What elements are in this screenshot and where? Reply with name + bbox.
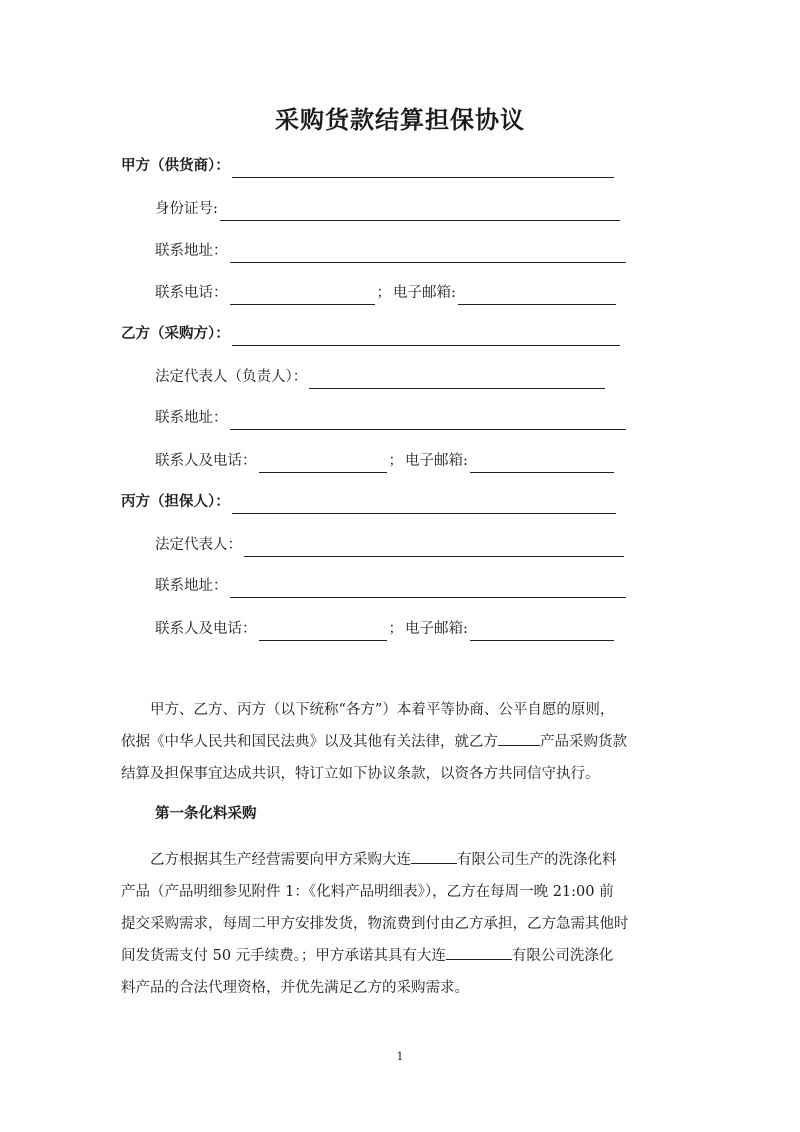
- party-b-label: 乙方（采购方）：: [121, 326, 230, 342]
- party-a-address-field[interactable]: [230, 244, 626, 263]
- party-a-id-field[interactable]: [220, 202, 620, 221]
- party-a-row: [121, 154, 614, 178]
- party-b-rep-field[interactable]: [309, 370, 605, 389]
- party-b-address-label: 联系地址：: [155, 410, 228, 426]
- intro-line-3: 结算及担保事宜达成共识，特订立如下协议条款，以资各方共同信守执行。: [121, 766, 600, 782]
- party-c-contact-field[interactable]: [259, 622, 387, 641]
- party-c-rep-row: [155, 533, 624, 557]
- party-b-rep-row: [155, 365, 605, 389]
- intro-line-1: 甲方、乙方、丙方（以下统称“各方”）本着平等协商、公平自愿的原则，: [121, 702, 615, 718]
- party-b-address-row: [155, 406, 626, 430]
- party-c-contact-row: [155, 617, 614, 641]
- party-a-phone-separator: ；: [376, 285, 391, 301]
- article-1-line-2: 产品（产品明细参见附件 1：《化料产品明细表》），乙方在每周一晚 21:00 前: [121, 884, 614, 900]
- article-1-heading: 第一条化料采购: [155, 806, 257, 822]
- party-a-name-field[interactable]: [232, 159, 614, 178]
- party-b-row: [121, 322, 620, 346]
- party-c-contact-label: 联系人及电话：: [155, 621, 257, 637]
- intro-line-2-start: 依据《中华人民共和国民法典》以及其他有关法律，就乙方: [121, 734, 498, 750]
- party-b-contact-separator: ；: [388, 453, 403, 469]
- party-a-address-label: 联系地址：: [155, 243, 228, 259]
- article-1-line-1-end: 有限公司生产的洗涤化料: [457, 852, 617, 868]
- party-b-rep-label: 法定代表人（负责人）：: [155, 369, 308, 385]
- party-b-contact-row: [155, 449, 614, 473]
- party-b-contact-field[interactable]: [259, 454, 387, 473]
- party-b-name-field[interactable]: [232, 327, 620, 346]
- party-a-email-label: 电子邮箱:: [393, 285, 456, 301]
- party-b-email-field[interactable]: [470, 454, 614, 473]
- party-a-phone-field[interactable]: [230, 286, 375, 305]
- article-1-line-4-start: 间发货需支付 50 元手续费。；甲方承诺其具有大连: [121, 948, 446, 964]
- article-1-agent-company-blank[interactable]: [446, 941, 512, 960]
- article-1-company-blank[interactable]: [411, 845, 457, 864]
- party-a-id-row: [155, 197, 620, 221]
- article-1-line-1: [121, 844, 681, 876]
- article-1-line-4: [121, 940, 681, 972]
- party-c-address-label: 联系地址：: [155, 578, 228, 594]
- article-1-line-3: 提交采购需求，每周二甲方安排发货，物流费到付由乙方承担，乙方急需其他时: [121, 916, 629, 932]
- article-1-paragraph: [121, 844, 681, 1004]
- party-a-id-label: 身份证号:: [155, 201, 218, 217]
- party-a-label: 甲方（供货商）：: [121, 158, 230, 174]
- party-c-name-field[interactable]: [232, 495, 616, 514]
- intro-line-2-end: 产品采购货款: [540, 734, 627, 750]
- party-a-phone-row: [155, 281, 616, 305]
- party-c-email-field[interactable]: [470, 622, 614, 641]
- party-b-email-label: 电子邮箱:: [405, 453, 468, 469]
- party-c-rep-label: 法定代表人：: [155, 537, 242, 553]
- party-a-phone-label: 联系电话：: [155, 285, 228, 301]
- party-c-address-field[interactable]: [230, 579, 626, 598]
- article-1-line-4-end: 有限公司洗涤化: [511, 948, 614, 964]
- page-title: 采购货款结算担保协议: [275, 106, 525, 134]
- party-c-email-label: 电子邮箱:: [405, 621, 468, 637]
- party-c-address-row: [155, 574, 626, 598]
- party-b-contact-label: 联系人及电话：: [155, 453, 257, 469]
- party-a-email-field[interactable]: [458, 286, 616, 305]
- intro-product-blank[interactable]: [498, 727, 540, 746]
- party-b-address-field[interactable]: [230, 411, 626, 430]
- intro-line-2: [121, 726, 681, 758]
- page-number: 1: [396, 1050, 404, 1063]
- article-1-line-5: 料产品的合法代理资格，并优先满足乙方的采购需求。: [121, 980, 469, 996]
- intro-paragraph: [121, 694, 681, 790]
- party-c-row: [121, 490, 616, 514]
- party-c-label: 丙方（担保人）：: [121, 494, 230, 510]
- party-c-contact-separator: ；: [388, 621, 403, 637]
- party-c-rep-field[interactable]: [244, 538, 624, 557]
- article-1-line-1-start: 乙方根据其生产经营需要向甲方采购大连: [121, 852, 411, 868]
- party-a-address-row: [155, 239, 626, 263]
